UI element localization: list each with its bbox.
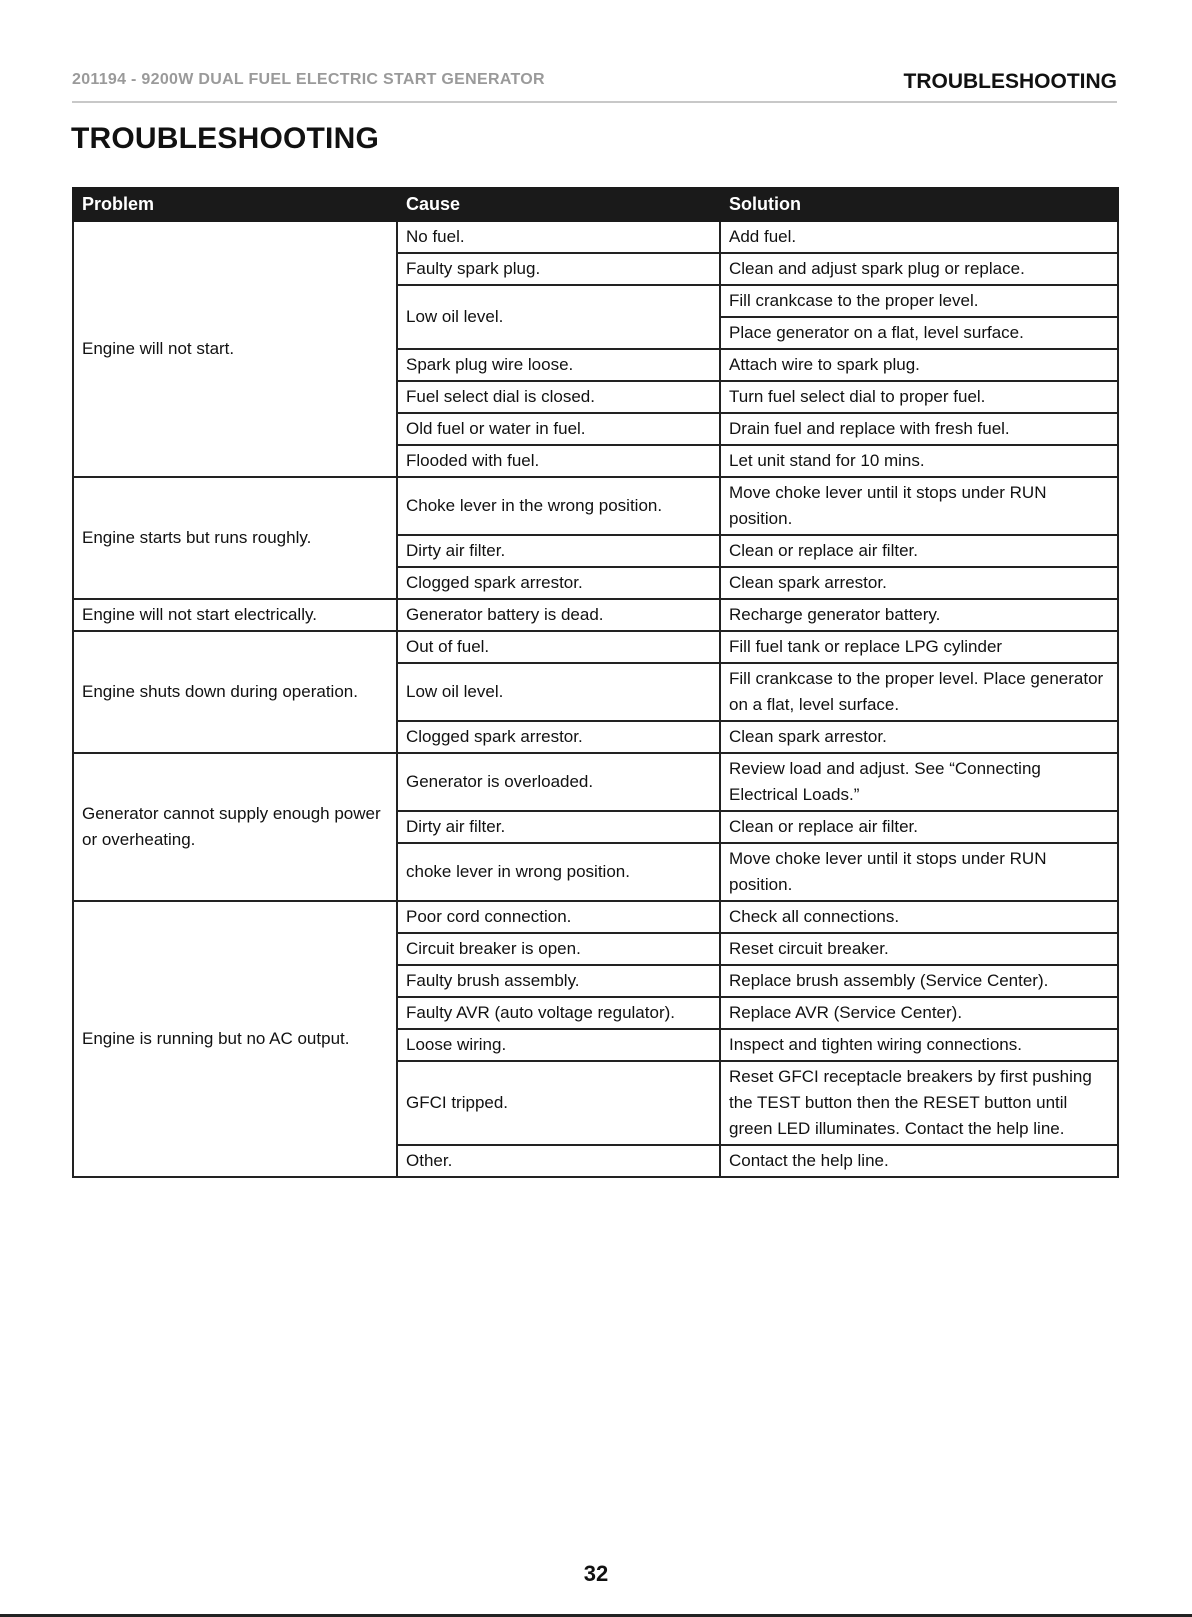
cause-cell: Low oil level. [397,663,720,721]
cause-cell: Dirty air filter. [397,535,720,567]
problem-cell: Engine shuts down during operation. [73,631,397,753]
cause-cell: Faulty brush assembly. [397,965,720,997]
solution-cell: Drain fuel and replace with fresh fuel. [720,413,1118,445]
solution-cell: Check all connections. [720,901,1118,933]
header-divider [72,101,1117,103]
cause-cell: Circuit breaker is open. [397,933,720,965]
cause-cell: Old fuel or water in fuel. [397,413,720,445]
table-row [73,901,1118,933]
cause-cell: Loose wiring. [397,1029,720,1061]
table-body [73,221,1118,1177]
solution-cell: Reset GFCI receptacle breakers by first pushing the TEST button then the RESET button until green LED illuminates. Contact the help line. [720,1061,1118,1145]
troubleshooting-table [72,187,1119,1178]
solution-cell: Contact the help line. [720,1145,1118,1177]
solution-cell: Clean spark arrestor. [720,721,1118,753]
page-title: TROUBLESHOOTING [71,122,379,155]
solution-cell: Replace brush assembly (Service Center). [720,965,1118,997]
table-row [73,631,1118,663]
table-header-row [73,188,1118,221]
cause-cell: Clogged spark arrestor. [397,721,720,753]
problem-cell: Engine is running but no AC output. [73,901,397,1177]
solution-cell: Replace AVR (Service Center). [720,997,1118,1029]
solution-cell: Clean spark arrestor. [720,567,1118,599]
column-header-cause: Cause [397,188,720,221]
table-row [73,477,1118,535]
cause-cell: GFCI tripped. [397,1061,720,1145]
cause-cell: choke lever in wrong position. [397,843,720,901]
problem-cell: Engine will not start electrically. [73,599,397,631]
column-header-problem: Problem [73,188,397,221]
solution-cell: Fill fuel tank or replace LPG cylinder [720,631,1118,663]
cause-cell: Flooded with fuel. [397,445,720,477]
cause-cell: Clogged spark arrestor. [397,567,720,599]
column-header-solution: Solution [720,188,1118,221]
cause-cell: Faulty AVR (auto voltage regulator). [397,997,720,1029]
cause-cell: Other. [397,1145,720,1177]
cause-cell: Generator is overloaded. [397,753,720,811]
cause-cell: Spark plug wire loose. [397,349,720,381]
solution-cell: Recharge generator battery. [720,599,1118,631]
solution-cell: Fill crankcase to the proper level. [720,285,1118,317]
problem-cell: Engine starts but runs roughly. [73,477,397,599]
cause-cell: Fuel select dial is closed. [397,381,720,413]
cause-cell: Poor cord connection. [397,901,720,933]
solution-cell: Attach wire to spark plug. [720,349,1118,381]
solution-cell: Reset circuit breaker. [720,933,1118,965]
solution-cell: Fill crankcase to the proper level. Place generator on a flat, level surface. [720,663,1118,721]
solution-cell: Review load and adjust. See “Connecting Electrical Loads.” [720,753,1118,811]
cause-cell: No fuel. [397,221,720,253]
problem-cell: Generator cannot supply enough power or overheating. [73,753,397,901]
solution-cell: Clean or replace air filter. [720,811,1118,843]
cause-cell: Out of fuel. [397,631,720,663]
table-row [73,221,1118,253]
table-row [73,753,1118,811]
cause-cell: Low oil level. [397,285,720,349]
solution-cell: Clean and adjust spark plug or replace. [720,253,1118,285]
solution-cell: Inspect and tighten wiring connections. [720,1029,1118,1061]
solution-cell: Place generator on a flat, level surface. [720,317,1118,349]
solution-cell: Let unit stand for 10 mins. [720,445,1118,477]
document-title: 201194 - 9200W DUAL FUEL ELECTRIC START GENERATOR [72,71,545,88]
solution-cell: Clean or replace air filter. [720,535,1118,567]
solution-cell: Move choke lever until it stops under RUN position. [720,843,1118,901]
solution-cell: Turn fuel select dial to proper fuel. [720,381,1118,413]
cause-cell: Dirty air filter. [397,811,720,843]
cause-cell: Choke lever in the wrong position. [397,477,720,535]
cause-cell: Generator battery is dead. [397,599,720,631]
solution-cell: Move choke lever until it stops under RUN position. [720,477,1118,535]
cause-cell: Faulty spark plug. [397,253,720,285]
page-number: 32 [583,1561,609,1586]
solution-cell: Add fuel. [720,221,1118,253]
section-label: TROUBLESHOOTING [903,70,1117,93]
table-row [73,599,1118,631]
problem-cell: Engine will not start. [73,221,397,477]
